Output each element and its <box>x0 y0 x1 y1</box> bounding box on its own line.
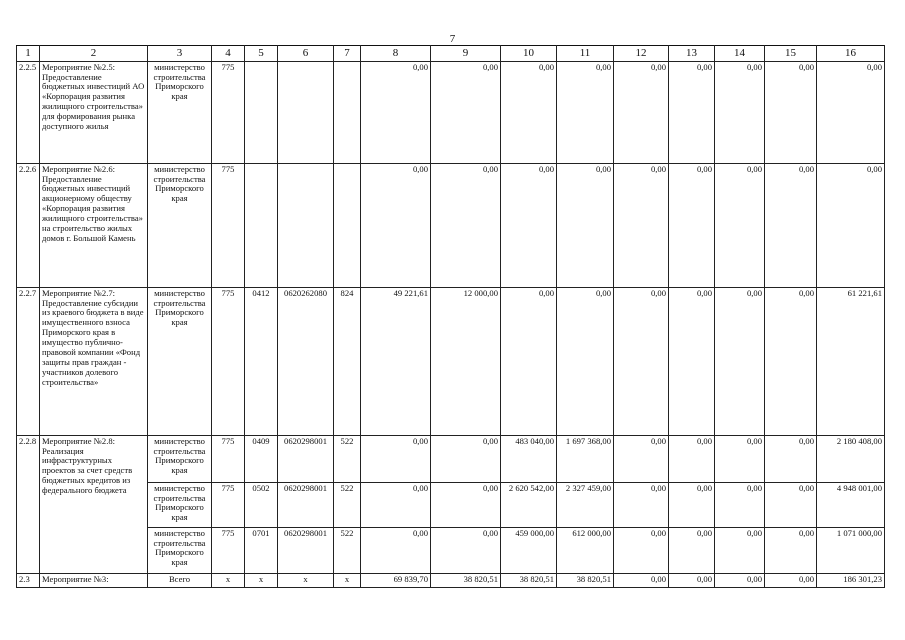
cell-col7: 522 <box>334 527 361 573</box>
cell-col4: 775 <box>212 287 245 435</box>
event-name: Мероприятие №3: <box>40 573 148 587</box>
event-name: Мероприятие №2.6: Предоставление бюджетных инвестиций акционерному обществу «Корпорация развития жилищного строительства» на строительство жилых домов г. Большой Камень <box>40 163 148 287</box>
column-header: 4 <box>212 46 245 62</box>
table-row <box>17 573 885 587</box>
cell-col7: 522 <box>334 482 361 527</box>
cell-value: 0,00 <box>715 573 765 587</box>
column-header: 13 <box>669 46 715 62</box>
cell-value: 0,00 <box>557 287 614 435</box>
cell-col5 <box>245 61 278 163</box>
cell-value: 0,00 <box>765 435 817 482</box>
cell-col5: 0701 <box>245 527 278 573</box>
cell-value: 0,00 <box>431 527 501 573</box>
cell-total: 0,00 <box>817 163 885 287</box>
row-code: 2.2.5 <box>17 61 40 163</box>
cell-value: 0,00 <box>361 163 431 287</box>
column-header: 9 <box>431 46 501 62</box>
department: министерство строительства Приморского края <box>148 527 212 573</box>
cell-col7 <box>334 61 361 163</box>
cell-col6: 0620298001 <box>278 527 334 573</box>
cell-value: 0,00 <box>614 435 669 482</box>
column-header: 15 <box>765 46 817 62</box>
cell-value: 459 000,00 <box>501 527 557 573</box>
column-header: 11 <box>557 46 614 62</box>
cell-col4: 775 <box>212 163 245 287</box>
cell-value: 0,00 <box>614 163 669 287</box>
cell-value: 1 697 368,00 <box>557 435 614 482</box>
cell-col6: 0620262080 <box>278 287 334 435</box>
cell-total: 1 071 000,00 <box>817 527 885 573</box>
cell-col5: 0502 <box>245 482 278 527</box>
cell-value: 0,00 <box>715 287 765 435</box>
cell-total: 61 221,61 <box>817 287 885 435</box>
column-header: 12 <box>614 46 669 62</box>
department: Всего <box>148 573 212 587</box>
row-code: 2.2.7 <box>17 287 40 435</box>
cell-value: 0,00 <box>361 435 431 482</box>
cell-value: 0,00 <box>765 287 817 435</box>
cell-value: 0,00 <box>765 573 817 587</box>
cell-value: 0,00 <box>669 61 715 163</box>
cell-total: 186 301,23 <box>817 573 885 587</box>
cell-value: 0,00 <box>715 61 765 163</box>
cell-total: 0,00 <box>817 61 885 163</box>
cell-value: 0,00 <box>361 61 431 163</box>
page-number: 7 <box>449 33 456 45</box>
cell-col7 <box>334 163 361 287</box>
event-name: Мероприятие №2.7: Предоставление субсидии из краевого бюджета в виде имущественного взноса Приморского края в имущество публично-правовой компании «Фонд защиты прав граждан - участников долевого строительства» <box>40 287 148 435</box>
cell-value: 0,00 <box>361 482 431 527</box>
table-row <box>17 163 885 287</box>
cell-value: 0,00 <box>614 61 669 163</box>
cell-value: 0,00 <box>669 287 715 435</box>
cell-value: 0,00 <box>614 482 669 527</box>
cell-value: 0,00 <box>669 435 715 482</box>
header-row <box>17 46 885 62</box>
cell-col6 <box>278 163 334 287</box>
cell-value: 12 000,00 <box>431 287 501 435</box>
department: министерство строительства Приморского края <box>148 287 212 435</box>
cell-col6 <box>278 61 334 163</box>
column-header: 5 <box>245 46 278 62</box>
cell-value: 0,00 <box>501 163 557 287</box>
cell-value: 0,00 <box>614 287 669 435</box>
cell-value: 0,00 <box>361 527 431 573</box>
cell-value: 0,00 <box>765 527 817 573</box>
cell-value: 0,00 <box>501 61 557 163</box>
cell-col4: 775 <box>212 527 245 573</box>
cell-value: 0,00 <box>614 527 669 573</box>
cell-value: 0,00 <box>669 482 715 527</box>
cell-value: 0,00 <box>765 61 817 163</box>
event-name: Мероприятие №2.8: Реализация инфраструктурных проектов за счет средств бюджетных кредитов из федерального бюджета <box>40 435 148 573</box>
department: министерство строительства Приморского края <box>148 435 212 482</box>
table-row <box>17 435 885 482</box>
cell-col7: 824 <box>334 287 361 435</box>
cell-value: 0,00 <box>431 163 501 287</box>
cell-value: 2 620 542,00 <box>501 482 557 527</box>
cell-value: 0,00 <box>715 435 765 482</box>
cell-value: 0,00 <box>501 287 557 435</box>
cell-col6: x <box>278 573 334 587</box>
column-header: 2 <box>40 46 148 62</box>
cell-col4: 775 <box>212 435 245 482</box>
row-code: 2.2.8 <box>17 435 40 573</box>
cell-col4: x <box>212 573 245 587</box>
table-row <box>17 527 885 573</box>
cell-col4: 775 <box>212 61 245 163</box>
cell-value: 38 820,51 <box>431 573 501 587</box>
cell-col7: x <box>334 573 361 587</box>
cell-value: 38 820,51 <box>501 573 557 587</box>
event-name: Мероприятие №2.5: Предоставление бюджетных инвестиций АО «Корпорация развития жилищного строительства» для формирования рынка доступного жилья <box>40 61 148 163</box>
cell-value: 0,00 <box>431 61 501 163</box>
cell-value: 0,00 <box>715 482 765 527</box>
cell-value: 49 221,61 <box>361 287 431 435</box>
cell-value: 0,00 <box>614 573 669 587</box>
cell-value: 0,00 <box>715 163 765 287</box>
cell-value: 483 040,00 <box>501 435 557 482</box>
cell-value: 2 327 459,00 <box>557 482 614 527</box>
table-row <box>17 61 885 163</box>
column-header: 1 <box>17 46 40 62</box>
cell-value: 0,00 <box>431 435 501 482</box>
department: министерство строительства Приморского края <box>148 482 212 527</box>
cell-total: 4 948 001,00 <box>817 482 885 527</box>
cell-value: 0,00 <box>715 527 765 573</box>
cell-col6: 0620298001 <box>278 435 334 482</box>
column-header: 16 <box>817 46 885 62</box>
column-header: 7 <box>334 46 361 62</box>
cell-value: 69 839,70 <box>361 573 431 587</box>
cell-col5 <box>245 163 278 287</box>
department: министерство строительства Приморского края <box>148 61 212 163</box>
cell-value: 0,00 <box>557 163 614 287</box>
table-row <box>17 482 885 527</box>
column-header: 3 <box>148 46 212 62</box>
cell-total: 2 180 408,00 <box>817 435 885 482</box>
column-header: 8 <box>361 46 431 62</box>
budget-table <box>16 45 885 588</box>
cell-col6: 0620298001 <box>278 482 334 527</box>
column-header: 6 <box>278 46 334 62</box>
cell-col7: 522 <box>334 435 361 482</box>
department: министерство строительства Приморского края <box>148 163 212 287</box>
column-header: 10 <box>501 46 557 62</box>
cell-col5: 0412 <box>245 287 278 435</box>
row-code: 2.2.6 <box>17 163 40 287</box>
cell-value: 0,00 <box>431 482 501 527</box>
cell-value: 38 820,51 <box>557 573 614 587</box>
cell-col5: x <box>245 573 278 587</box>
cell-value: 0,00 <box>765 163 817 287</box>
cell-value: 0,00 <box>557 61 614 163</box>
cell-col5: 0409 <box>245 435 278 482</box>
cell-value: 0,00 <box>669 527 715 573</box>
row-code: 2.3 <box>17 573 40 587</box>
cell-value: 612 000,00 <box>557 527 614 573</box>
cell-value: 0,00 <box>669 573 715 587</box>
cell-value: 0,00 <box>669 163 715 287</box>
column-header: 14 <box>715 46 765 62</box>
table-row <box>17 287 885 435</box>
cell-value: 0,00 <box>765 482 817 527</box>
cell-col4: 775 <box>212 482 245 527</box>
